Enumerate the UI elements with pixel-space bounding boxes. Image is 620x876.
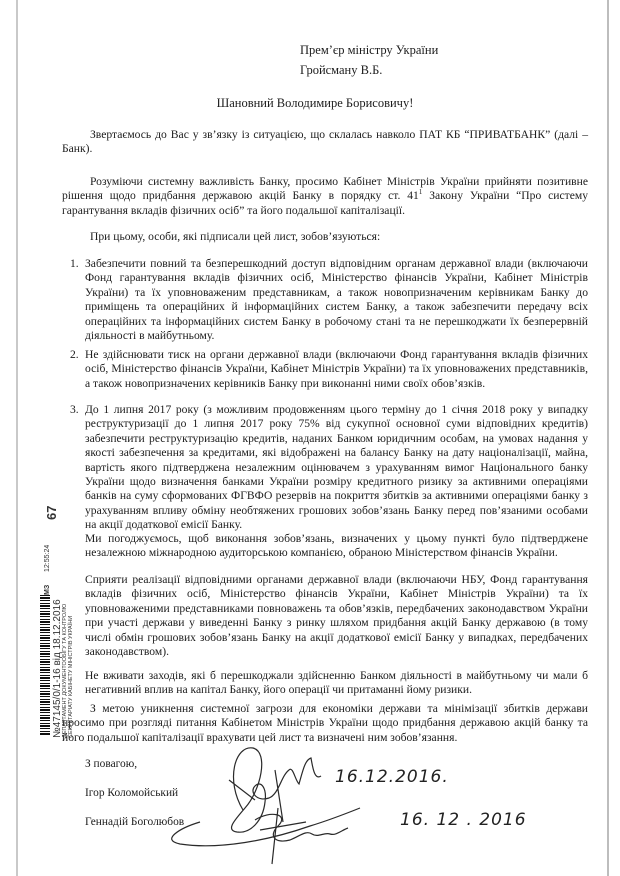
paragraph-assist: Сприяти реалізації відповідними органами державної влади (включаючи НБУ, Фонд гарантування вкладів фізичних осіб, Міністерство фінансів України, Кабінет Міністрів України) та їх уповноваженими представниками повноважень та обов’язків, передбачених законодавством України при участі держави у виведенні Банку з ринку шляхом придбання акцій Банку державою (в тому числі обмін грошових зобов’язань Банку на акції додаткової емісії Банку у випадках, передбачених законодавством). (85, 573, 588, 659)
registration-barcode (40, 595, 50, 735)
page-edge-right (607, 0, 609, 876)
paragraph-intro: Звертаємось до Вас у зв’язку із ситуацією, що склалась навколо ПАТ КБ “ПРИВАТБАНК” (далі – Банк). (62, 128, 588, 156)
signer-name-1: Ігор Коломойський (85, 787, 179, 799)
item-number: 2. (70, 348, 79, 361)
commitment-item-2 (70, 348, 588, 391)
paragraph-commitments-intro: При цьому, особи, які підписали цей лист, зобов’язуються: (90, 230, 381, 243)
stamp-time: 12:55:24 (44, 544, 51, 572)
addressee-block (300, 40, 438, 80)
closing-regards: З повагою, (85, 758, 138, 770)
handwritten-date-2: 16. 12 . 2016 (400, 810, 527, 830)
stamp-registration-number: №47145/0/1-16 від 18.12.2016 (52, 599, 63, 738)
item-text: Забезпечити повний та безперешкодний доступ відповідним органам державної влади (включаючи Фонд гарантування вкладів фізичних осіб, Міністерство фінансів України, Кабінет Міністрів України) та їх уповноваженим представникам, а також новопризначеним керівникам Банку до приміщень та операційних й інформаційних систем Банку, а також забезпечити передачу всіх операційних та інформаційних систем Банку в робочому стані та не перешкоджати їх безперервній діяльності в майбутньому. (85, 257, 588, 343)
salutation: Шановний Володимире Борисовичу! (216, 96, 414, 110)
item-text: До 1 липня 2017 року (з можливим продовженням цього терміну до 1 січня 2018 року у випадку реструктуризації до 1 липня 2017 року 75% від сукупної основної суми відповідних кредитів) забезпечити реструктуризацію кредитів, наданих Банком юридичним особам, на умовах надання у якості забезпечення за кредитами, які відображені на балансу Банку на дату націоналізації, майна, вартість якого підтверджена незалежним оцінювачем з урахуванням вимог Національного банку України щодо визначення банками України розміру кредитного ризику за активними операціями банків на суму сформованих ФГВФО резервів на покриття збитків за активними операціями банку з урахуванням впливу обміну необтяжених грошових зобов’язань Банку перед пов’язаними особами на акції додаткової емісії Банку. (85, 403, 588, 532)
request-text-a: Розуміючи системну важливість Банку, просимо Кабінет Міністрів України прийняти позитивне рішення щодо придбання державою акцій Банку в порядку ст. 41 (62, 175, 588, 203)
addressee-title: Прем’єр міністру України (300, 43, 439, 57)
paragraph-closing-request: З метою уникнення системної загрози для економіки держави та мінімізації збитків держави просимо при розгляді питання Кабінетом Міністрів України щодо придбання державою акцій банку та його подальшої капіталізації врахувати цей лист та визначені ним зобов’язання. (62, 702, 588, 744)
stamp-code: МЗ (44, 584, 51, 595)
stamp-page-number: 67 (44, 505, 59, 520)
commitment-item-3 (70, 403, 588, 533)
commitment-item-1 (70, 257, 588, 343)
paragraph-no-actions: Не вживати заходів, які б перешкоджали здійсненню Банком діяльності в майбутньому чи мали б негативний вплив на капітал Банку, його операції чи притаманні йому ризики. (85, 669, 588, 697)
paragraph-agreement: Ми погоджуємось, щоб виконання зобов’язань, визначених у цьому пункті було підтверджене незалежною міжнародною аудиторською компанією, обраною Міністерством фінансів України. (85, 532, 588, 560)
signature-bogolyubov (160, 800, 400, 870)
addressee-name: Гройсману В.Б. (300, 63, 383, 77)
item-number: 3. (70, 403, 79, 416)
stamp-department-line-1: ДЕПАРТАМЕНТ ДОКУМЕНТООБІГУ ТА КОНТРОЛЮ (62, 603, 68, 738)
handwritten-date-1: 16.12.2016. (335, 767, 449, 787)
paragraph-request (62, 175, 588, 218)
stamp-department-line-2: СЕКРЕТАРІАТУ КАБІНЕТУ МІНІСТРІВ УКРАЇНИ (68, 615, 74, 738)
item-number: 1. (70, 257, 79, 270)
page-edge-left (16, 0, 18, 876)
request-text-b: Закону України “Про систему гарантування вкладів фізичних осіб” та його подальшої капіталізації. (62, 189, 588, 217)
signer-name-2: Геннадій Боголюбов (85, 816, 185, 828)
article-superscript: 1 (418, 188, 423, 197)
item-text: Не здійснювати тиск на органи державної влади (включаючи Фонд гарантування вкладів фізичних осіб, Міністерство фінансів України, Кабінет Міністрів України) та їх уповноважених представників, а також новопризначених керівників Банку при виконанні ними своїх обов’язків. (85, 348, 588, 390)
